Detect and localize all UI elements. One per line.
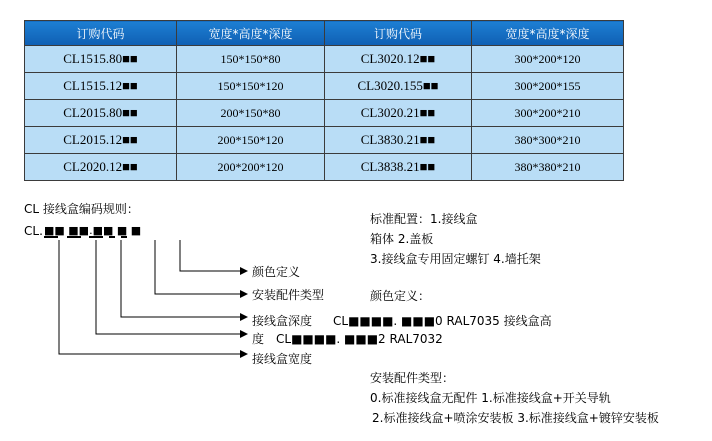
coding-rule-title: CL 接线盒编码规则：: [24, 202, 139, 216]
standard-config-line1: 标准配置：1.接线盒: [370, 212, 478, 226]
arrow-install-type: [155, 240, 247, 294]
label-depth: 接线盒深度: [252, 314, 313, 328]
header-order-code: 订购代码: [325, 21, 472, 46]
header-dimensions: 宽度*高度*深度: [472, 21, 624, 46]
label-color: 颜色定义: [252, 265, 301, 279]
table-cell: CL3020.12■■: [325, 46, 472, 73]
code-prefix: CL.: [24, 224, 43, 238]
label-install-type: 安装配件类型: [252, 288, 325, 302]
standard-config-line2: 箱体 2.盖板: [370, 232, 434, 246]
table-cell: CL2020.12■■: [25, 154, 177, 181]
table-cell: 150*150*80: [177, 46, 325, 73]
table-cell: CL3020.21■■: [325, 100, 472, 127]
color-def-inline-1: CL■■■■. ■■■0 RAL7035 接线盒高: [333, 314, 552, 328]
table-cell: CL3838.21■■: [325, 154, 472, 181]
table-cell: 300*200*210: [472, 100, 624, 127]
table-cell: 380*380*210: [472, 154, 624, 181]
label-depth-cont: 度: [252, 332, 265, 346]
arrow-color: [180, 240, 247, 271]
table-cell: 150*150*120: [177, 73, 325, 100]
standard-config-line3: 3.接线盒专用固定螺钉 4.墙托架: [370, 252, 541, 266]
table-cell: CL1515.80■■: [25, 46, 177, 73]
install-type-line1: 0.标准接线盒无配件 1.标准接线盒+开关导轨: [370, 391, 611, 405]
color-def-inline-2: CL■■■■. ■■■2 RAL7032: [276, 332, 443, 346]
header-order-code: 订购代码: [25, 21, 177, 46]
install-type-title: 安装配件类型：: [370, 371, 455, 385]
table-cell: CL2015.80■■: [25, 100, 177, 127]
table-cell: 300*200*155: [472, 73, 624, 100]
arrow-width: [59, 240, 247, 354]
install-type-line2: 2.标准接线盒+喷涂安装板 3.标准接线盒+镀锌安装板: [372, 411, 659, 425]
label-width: 接线盒宽度: [252, 352, 313, 366]
arrow-height: [96, 240, 247, 334]
table-cell: CL3020.155■■: [325, 73, 472, 100]
table-cell: CL3830.21■■: [325, 127, 472, 154]
table-cell: 380*300*210: [472, 127, 624, 154]
table-cell: CL1515.12■■: [25, 73, 177, 100]
table-cell: CL2015.12■■: [25, 127, 177, 154]
header-dimensions: 宽度*高度*深度: [177, 21, 325, 46]
table-cell: 300*200*120: [472, 46, 624, 73]
table-cell: 200*150*120: [177, 127, 325, 154]
table-cell: 200*150*80: [177, 100, 325, 127]
table-cell: 200*200*120: [177, 154, 325, 181]
color-def-title: 颜色定义：: [370, 289, 431, 303]
arrow-depth: [121, 240, 247, 317]
code-marks: ■■ ■■.■■ ■ ■: [44, 224, 142, 237]
